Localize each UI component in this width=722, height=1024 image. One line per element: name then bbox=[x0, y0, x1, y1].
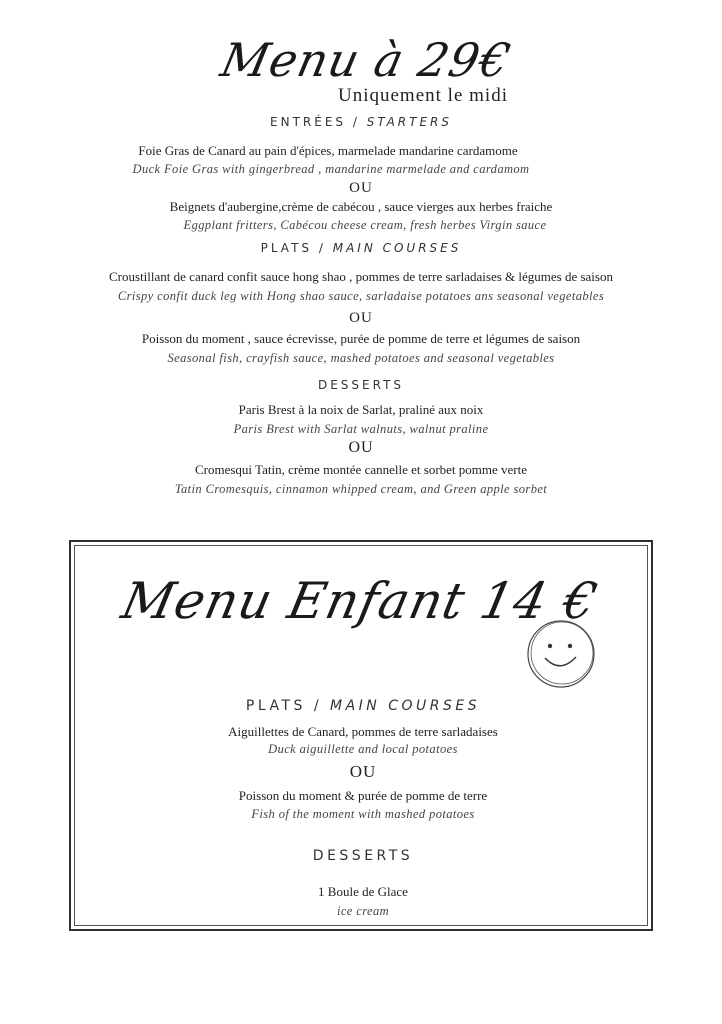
menu-subtitle: Uniquement le midi bbox=[338, 85, 508, 106]
kids-desserts-heading: DESSERTS bbox=[312, 848, 414, 864]
main-2-en: Seasonal fish, crayfish sauce, mashed potatoes and seasonal vegetables bbox=[167, 351, 555, 365]
starter-2-fr: Beignets d'aubergine,crème de cabécou , sauce vierges aux herbes fraiche bbox=[169, 199, 553, 214]
kids-mains-or: OU bbox=[349, 762, 377, 781]
smiley-face-icon bbox=[521, 614, 601, 694]
kids-main-2-en: Fish of the moment with mashed potatoes bbox=[251, 807, 475, 821]
starters-heading-fr: ENTRÉES / bbox=[270, 115, 360, 129]
starter-1-fr: Foie Gras de Canard au pain d'épices, marmelade mandarine cardamome bbox=[138, 143, 518, 158]
starter-2-en: Eggplant fritters, Cabécou cheese cream, fresh herbes Virgin sauce bbox=[183, 218, 547, 232]
starter-1-en: Duck Foie Gras with gingerbread , mandarine marmelade and cardamom bbox=[132, 162, 530, 176]
desserts-heading: DESSERTS bbox=[317, 378, 405, 392]
mains-heading-en: MAIN COURSES bbox=[332, 241, 462, 255]
kids-main-2-fr: Poisson du moment & purée de pomme de terre bbox=[238, 788, 488, 803]
kids-main-1-en: Duck aiguillette and local potatoes bbox=[268, 742, 458, 756]
kids-menu-title: Menu Enfant 14 € bbox=[116, 572, 603, 630]
kids-menu-box bbox=[69, 540, 653, 931]
mains-heading bbox=[0, 241, 722, 255]
starters-heading-en: STARTERS bbox=[366, 115, 452, 129]
kids-mains-heading bbox=[71, 698, 655, 714]
menu-title: Menu à 29€ bbox=[216, 33, 516, 87]
main-1-en: Crispy confit duck leg with Hong shao sauce, sarladaise potatoes ans seasonal vegetables bbox=[117, 289, 605, 303]
mains-heading-fr: PLATS / bbox=[260, 241, 326, 255]
kids-mains-heading-fr: PLATS / bbox=[245, 698, 323, 714]
dessert-1-fr: Paris Brest à la noix de Sarlat, praliné aux noix bbox=[238, 402, 484, 417]
main-1-fr: Croustillant de canard confit sauce hong shao , pommes de terre sarladaises & légumes de saison bbox=[109, 269, 613, 284]
dessert-2-fr: Cromesqui Tatin, crème montée cannelle et sorbet pomme verte bbox=[194, 462, 528, 477]
kids-dessert-1-en: ice cream bbox=[336, 904, 390, 918]
dessert-2-en: Tatin Cromesquis, cinnamon whipped cream, and Green apple sorbet bbox=[174, 482, 548, 496]
kids-main-1-fr: Aiguillettes de Canard, pommes de terre sarladaises bbox=[228, 724, 498, 739]
mains-or: OU bbox=[349, 310, 373, 326]
starters-heading bbox=[0, 115, 722, 129]
desserts-or: OU bbox=[348, 439, 374, 456]
kids-mains-heading-en: MAIN COURSES bbox=[330, 698, 481, 714]
kids-dessert-1-fr: 1 Boule de Glace bbox=[318, 884, 408, 899]
starters-or: OU bbox=[349, 180, 373, 196]
dessert-1-en: Paris Brest with Sarlat walnuts, walnut praline bbox=[233, 422, 489, 436]
main-2-fr: Poisson du moment , sauce écrevisse, purée de pomme de terre et légumes de saison bbox=[141, 331, 581, 346]
